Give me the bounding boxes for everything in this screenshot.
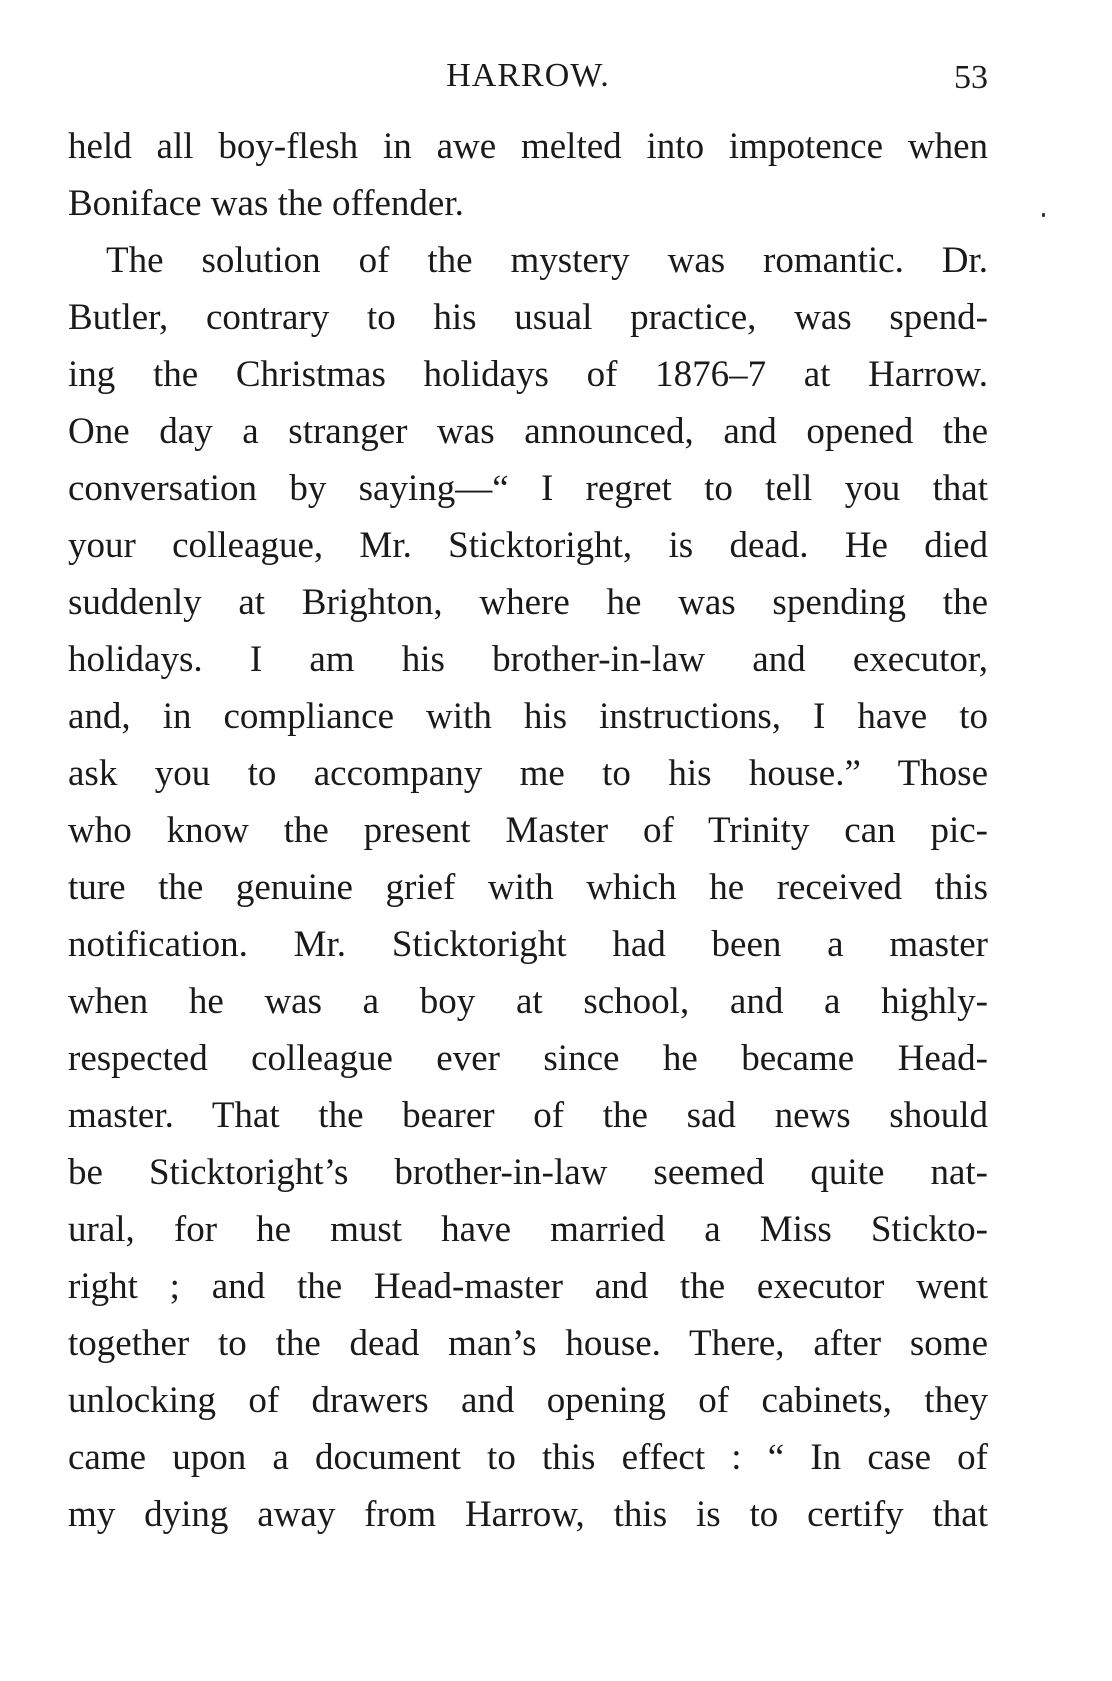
text-line: when he was a boy at school, and a highly- <box>68 981 988 1022</box>
text-line: conversation by saying—“ I regret to tell you that <box>68 468 988 509</box>
text-line: held all boy-flesh in awe melted into impotence when <box>68 126 988 167</box>
text-line: master. That the bearer of the sad news should <box>68 1095 988 1136</box>
text-line: Boniface was the offender. <box>68 183 464 224</box>
text-line: came upon a document to this effect : “ In case of <box>68 1437 988 1478</box>
text-line: who know the present Master of Trinity can pic- <box>68 810 988 851</box>
text-line: notification. Mr. Sticktoright had been a master <box>68 924 988 965</box>
paragraph-first-line: The solution of the mystery was romantic. Dr. <box>106 240 988 281</box>
text-line: your colleague, Mr. Sticktoright, is dead. He died <box>68 525 988 566</box>
text-line: and, in compliance with his instructions, I have to <box>68 696 988 737</box>
text-line: together to the dead man’s house. There, after some <box>68 1323 988 1364</box>
body-text <box>68 118 988 1543</box>
text-line: ing the Christmas holidays of 1876–7 at Harrow. <box>68 354 988 395</box>
running-title: HARROW. <box>446 57 610 94</box>
text-line: Butler, contrary to his usual practice, was spend- <box>68 297 988 338</box>
text-line: ask you to accompany me to his house.” Those <box>68 753 988 794</box>
text-line: ture the genuine grief with which he received this <box>68 867 988 908</box>
page-number: 53 <box>954 59 988 96</box>
text-line: be Sticktoright’s brother-in-law seemed quite nat- <box>68 1152 988 1193</box>
text-line: my dying away from Harrow, this is to certify that <box>68 1494 988 1535</box>
text-line: right ; and the Head-master and the executor went <box>68 1266 988 1307</box>
text-line: ural, for he must have married a Miss Stickto- <box>68 1209 988 1250</box>
text-line: suddenly at Brighton, where he was spending the <box>68 582 988 623</box>
text-line: holidays. I am his brother-in-law and executor, <box>68 639 988 680</box>
ink-speck <box>1042 213 1045 217</box>
running-head <box>68 52 988 100</box>
text-line: respected colleague ever since he became Head- <box>68 1038 988 1079</box>
text-line: One day a stranger was announced, and opened the <box>68 411 988 452</box>
text-line: unlocking of drawers and opening of cabinets, they <box>68 1380 988 1421</box>
